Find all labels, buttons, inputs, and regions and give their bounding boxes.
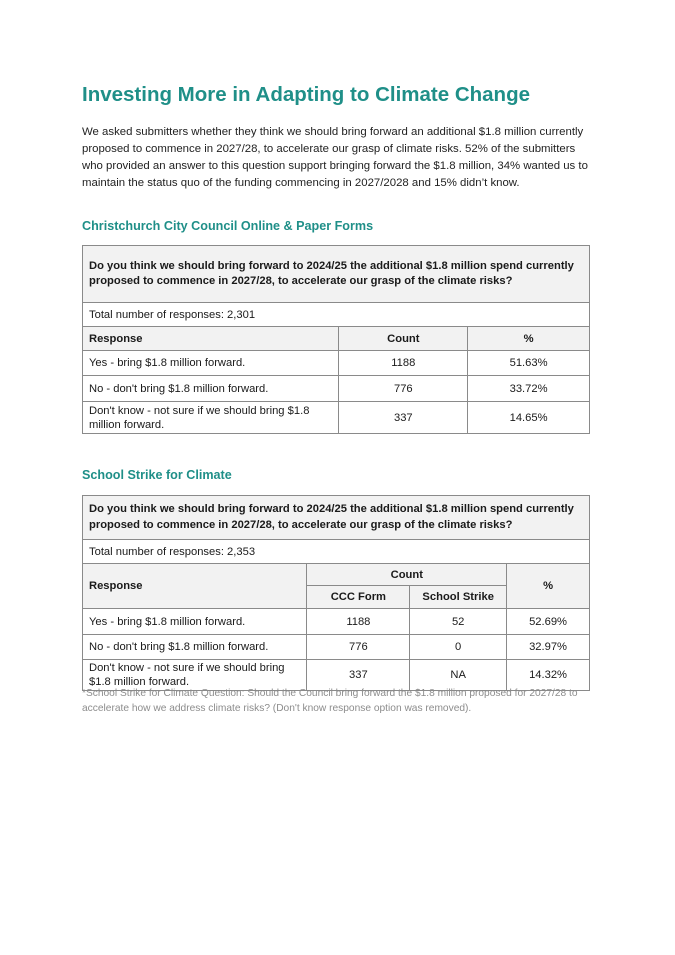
- header-row: [83, 564, 590, 586]
- table-row: [83, 635, 590, 660]
- count-cell: 1188: [339, 351, 468, 376]
- header-response: Response: [83, 564, 307, 609]
- question-row: [83, 246, 590, 303]
- table-row: [83, 376, 590, 402]
- response-cell: Yes - bring $1.8 million forward.: [83, 351, 339, 376]
- table-row: [83, 609, 590, 635]
- question-text: Do you think we should bring forward to 2024/25 the additional $1.8 million spend currently proposed to commence in 2027/28, to accelerate our grasp of the climate risks?: [83, 246, 590, 303]
- percent-cell: 51.63%: [468, 351, 590, 376]
- ccc-count-cell: 1188: [307, 609, 410, 635]
- section-heading-council-forms: Christchurch City Council Online & Paper Forms: [82, 219, 374, 233]
- school-strike-table: [82, 495, 590, 691]
- page-title: Investing More in Adapting to Climate Change: [82, 83, 530, 106]
- response-cell: Don't know - not sure if we should bring $1.8 million forward.: [83, 660, 307, 691]
- percent-cell: 14.32%: [507, 660, 590, 691]
- table-row: [83, 402, 590, 434]
- header-count: Count: [339, 327, 468, 351]
- total-row: [83, 303, 590, 327]
- count-cell: 337: [339, 402, 468, 434]
- total-row: [83, 540, 590, 564]
- response-cell: No - don't bring $1.8 million forward.: [83, 635, 307, 660]
- question-row: [83, 496, 590, 540]
- intro-paragraph: We asked submitters whether they think we should bring forward an additional $1.8 million currently proposed to commence in 2027/28, to accelerate our grasp of climate risks. 52% of the submitters who provided an answer to this question support bringing forward the $1.8 million, 34% wanted us to maintain the status quo of the funding commencing in 2027/2028 and 15% didn’t know.: [82, 126, 588, 189]
- header-response: Response: [83, 327, 339, 351]
- response-cell: No - don't bring $1.8 million forward.: [83, 376, 339, 402]
- section-heading-school-strike: School Strike for Climate: [82, 468, 232, 482]
- header-school-strike: School Strike: [410, 586, 507, 609]
- school-count-cell: 0: [410, 635, 507, 660]
- footnote: *School Strike for Climate Question: Should the Council bring forward the $1.8 million proposed for 2027/28 to accelerate how we address climate risks? (Don't know response option was removed).: [82, 688, 578, 714]
- table-row: [83, 351, 590, 376]
- header-percent: %: [507, 564, 590, 609]
- total-responses: Total number of responses: 2,301: [83, 303, 590, 327]
- response-cell: Yes - bring $1.8 million forward.: [83, 609, 307, 635]
- school-count-cell: NA: [410, 660, 507, 691]
- header-ccc-form: CCC Form: [307, 586, 410, 609]
- header-row: [83, 327, 590, 351]
- school-count-cell: 52: [410, 609, 507, 635]
- ccc-count-cell: 776: [307, 635, 410, 660]
- question-text: Do you think we should bring forward to 2024/25 the additional $1.8 million spend currently proposed to commence in 2027/28, to accelerate our grasp of the climate risks?: [83, 496, 590, 540]
- council-forms-table: [82, 245, 590, 434]
- count-cell: 776: [339, 376, 468, 402]
- response-cell: Don't know - not sure if we should bring $1.8 million forward.: [83, 402, 339, 434]
- percent-cell: 14.65%: [468, 402, 590, 434]
- header-percent: %: [468, 327, 590, 351]
- header-count: Count: [307, 564, 507, 586]
- ccc-count-cell: 337: [307, 660, 410, 691]
- percent-cell: 52.69%: [507, 609, 590, 635]
- percent-cell: 33.72%: [468, 376, 590, 402]
- total-responses: Total number of responses: 2,353: [83, 540, 590, 564]
- percent-cell: 32.97%: [507, 635, 590, 660]
